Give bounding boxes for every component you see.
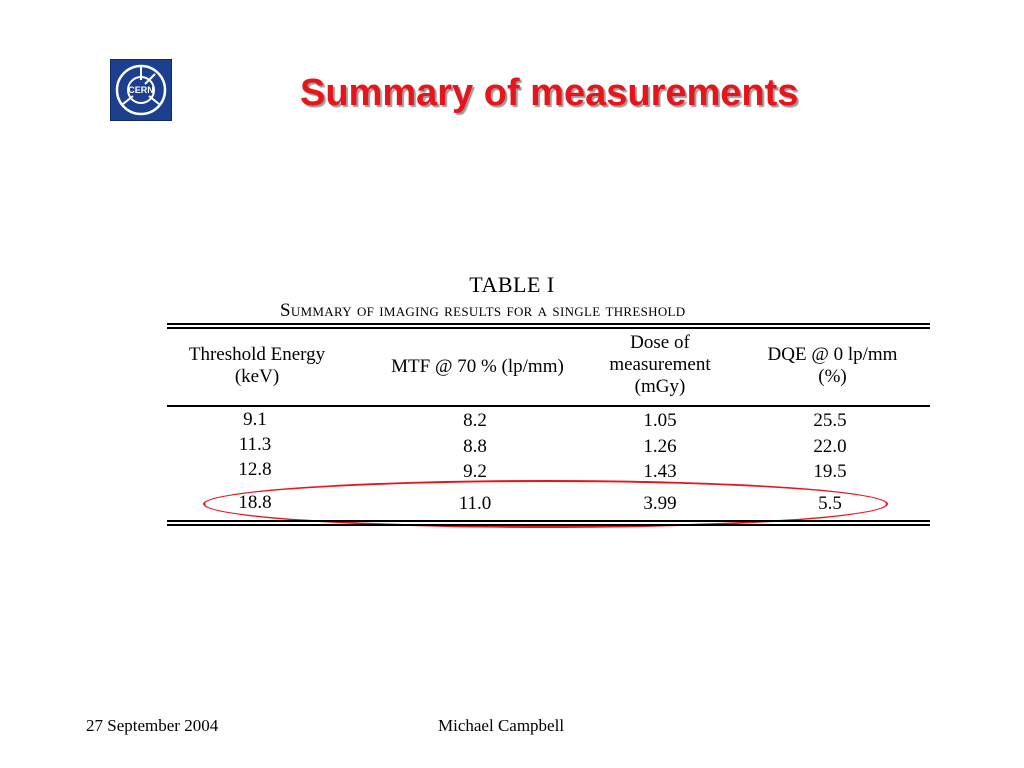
cell-threshold: 12.8	[238, 459, 272, 480]
cell-dqe: 25.5	[813, 410, 847, 431]
cell-dqe: 19.5	[813, 461, 847, 482]
header-mtf: MTF @ 70 % (lp/mm)	[391, 356, 564, 377]
table-bottom-rule-2	[167, 524, 930, 526]
footer-date: 27 September 2004	[86, 716, 219, 735]
cell-mtf: 8.2	[463, 410, 487, 431]
cell-threshold: 18.8	[238, 492, 272, 513]
cell-dose: 1.05	[643, 410, 677, 431]
cell-dqe: 22.0	[813, 436, 847, 457]
table-top-rule	[167, 323, 930, 325]
cell-dose: 1.43	[643, 461, 677, 482]
header-threshold-energy: Threshold Energy (keV)	[188, 344, 326, 387]
cern-logo-icon	[111, 60, 171, 120]
table-top-rule-2	[167, 327, 930, 329]
table-subtitle: Summary of imaging results for a single threshold	[280, 300, 686, 321]
cell-dqe: 5.5	[818, 493, 842, 514]
logo-text: CERN	[128, 85, 154, 95]
cell-dose: 3.99	[643, 493, 677, 514]
slide-title: Summary of measurements	[300, 72, 799, 114]
cell-mtf: 8.8	[463, 436, 487, 457]
cell-mtf: 11.0	[458, 493, 492, 514]
cell-dose: 1.26	[643, 436, 677, 457]
header-dose: Dose of measurement (mGy)	[609, 332, 711, 397]
cell-threshold: 11.3	[238, 434, 272, 455]
footer-author: Michael Campbell	[438, 716, 565, 735]
cern-logo	[110, 59, 172, 121]
cell-threshold: 9.1	[243, 409, 267, 430]
header-dqe: DQE @ 0 lp/mm (%)	[767, 344, 898, 387]
table-title: TABLE I	[469, 272, 555, 297]
cell-mtf: 9.2	[463, 461, 487, 482]
table-bottom-rule	[167, 520, 930, 522]
